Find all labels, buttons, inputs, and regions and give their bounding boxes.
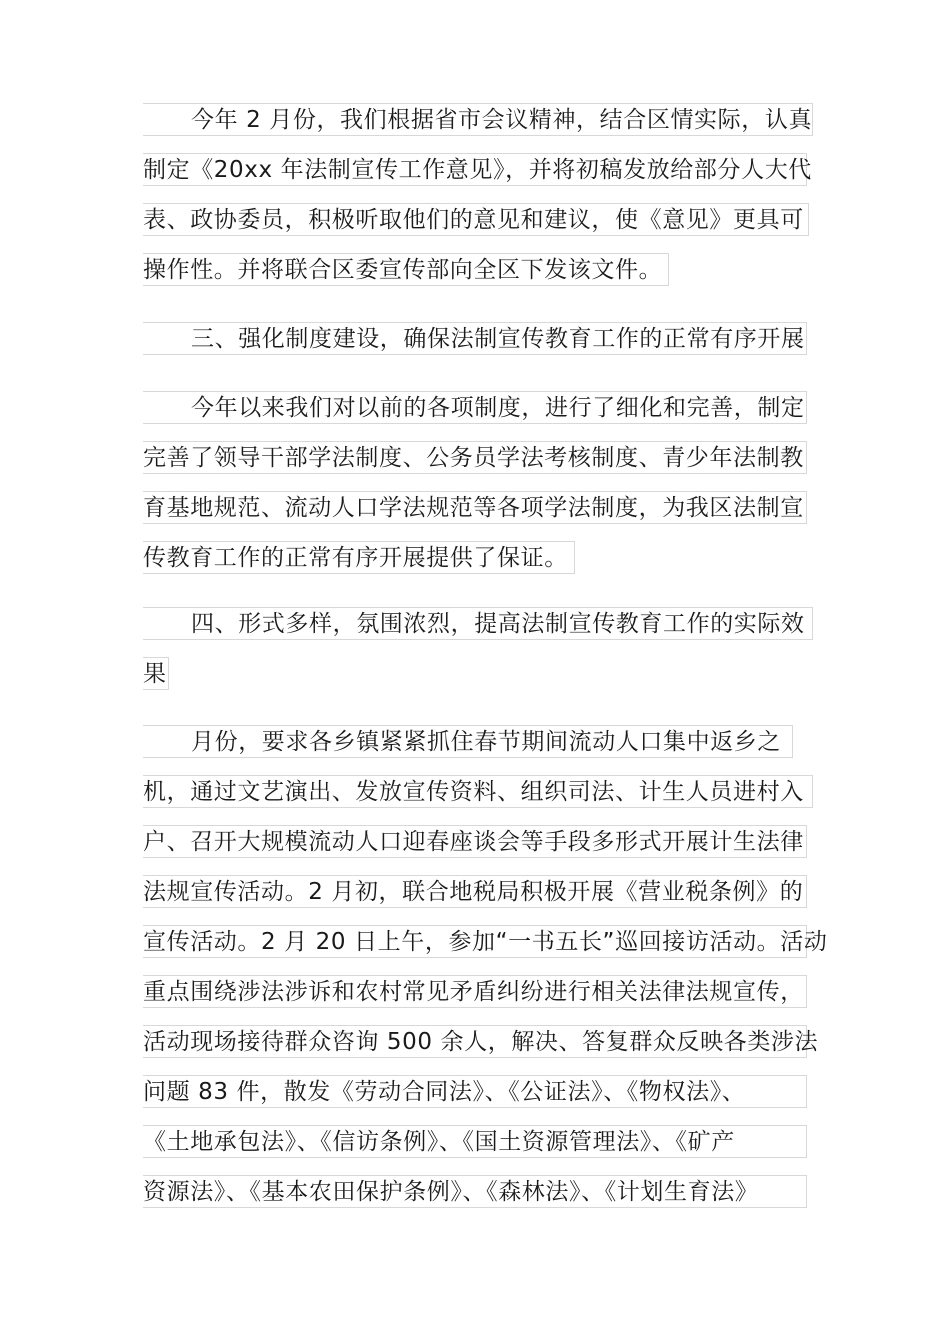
- text-line: 今年 2 月份，我们根据省市会议精神，结合区情实际，认真: [143, 103, 813, 136]
- text-line: 操作性。并将联合区委宣传部向全区下发该文件。: [143, 253, 669, 286]
- text-line: 今年以来我们对以前的各项制度，进行了细化和完善，制定: [143, 391, 807, 424]
- text-line: 传教育工作的正常有序开展提供了保证。: [143, 541, 575, 574]
- text-line: 表、政协委员，积极听取他们的意见和建议，使《意见》更具可: [143, 203, 809, 236]
- text-line: 问题 83 件，散发《劳动合同法》、《公证法》、《物权法》、: [143, 1075, 807, 1108]
- text-line: 宣传活动。2 月 20 日上午，参加“一书五长”巡回接访活动。活动: [143, 925, 807, 958]
- text-line: 机，通过文艺演出、发放宣传资料、组织司法、计生人员进村入: [143, 775, 813, 808]
- text-line: 育基地规范、流动人口学法规范等各项学法制度，为我区法制宣: [143, 491, 807, 524]
- text-line: 法规宣传活动。2 月初，联合地税局积极开展《营业税条例》的: [143, 875, 807, 908]
- text-line: 重点围绕涉法涉诉和农村常见矛盾纠纷进行相关法律法规宣传，: [143, 975, 807, 1008]
- text-line: 完善了领导干部学法制度、公务员学法考核制度、青少年法制教: [143, 441, 807, 474]
- section-heading: 三、强化制度建设，确保法制宣传教育工作的正常有序开展: [143, 322, 807, 355]
- text-line: 制定《20xx 年法制宣传工作意见》，并将初稿发放给部分人大代: [143, 153, 807, 186]
- text-line: 《土地承包法》、《信访条例》、《国土资源管理法》、《矿产: [143, 1125, 807, 1158]
- section-heading: 四、形式多样，氛围浓烈，提高法制宣传教育工作的实际效: [143, 607, 813, 640]
- text-line: 月份，要求各乡镇紧紧抓住春节期间流动人口集中返乡之: [143, 725, 793, 758]
- section-heading-continued: 果: [143, 657, 169, 690]
- text-line: 活动现场接待群众咨询 500 余人，解决、答复群众反映各类涉法: [143, 1025, 807, 1058]
- text-line: 资源法》、《基本农田保护条例》、《森林法》、《计划生育法》: [143, 1175, 807, 1208]
- text-line: 户、召开大规模流动人口迎春座谈会等手段多形式开展计生法律: [143, 825, 807, 858]
